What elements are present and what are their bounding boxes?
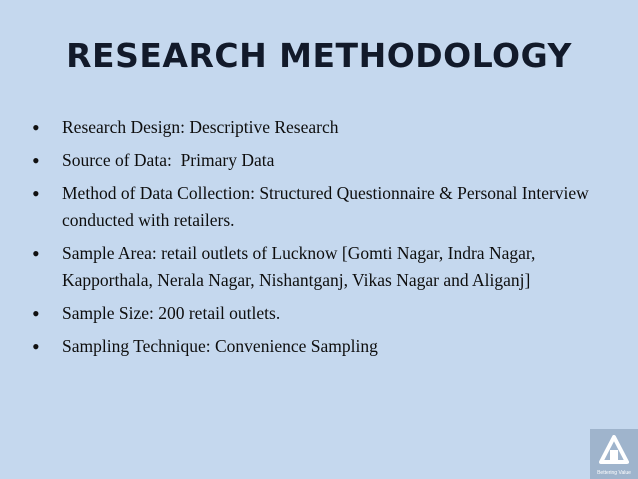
- bullet-text: Sample Area: retail outlets of Lucknow [Gomti Nagar, Indra Nagar, Kapporthala, Nerala Nagar, Nishantganj, Vikas Nagar and Aliganj]: [62, 243, 536, 290]
- list-item: [26, 147, 611, 174]
- slide-title: RESEARCH METHODOLOGY: [66, 36, 572, 75]
- logo: [590, 429, 638, 479]
- bullet-text: Sample Size: 200 retail outlets.: [62, 303, 281, 323]
- list-item: [26, 180, 611, 234]
- bullet-text: Source of Data: Primary Data: [62, 150, 275, 170]
- bullet-icon: •: [32, 241, 40, 266]
- bullet-icon: •: [32, 115, 40, 140]
- list-item: [26, 300, 611, 327]
- bullet-text: Sampling Technique: Convenience Sampling: [62, 336, 378, 356]
- list-item: [26, 240, 611, 294]
- bullet-icon: •: [32, 148, 40, 173]
- bullet-text: Research Design: Descriptive Research: [62, 117, 339, 137]
- bullet-text: Method of Data Collection: Structured Questionnaire & Personal Interview conducted with retailers.: [62, 183, 589, 230]
- bullet-icon: •: [32, 334, 40, 359]
- triangle-logo-icon: [599, 435, 629, 465]
- bullet-icon: •: [32, 181, 40, 206]
- list-item: [26, 333, 611, 360]
- logo-caption: Bettering Value: [597, 470, 631, 476]
- bullet-icon: •: [32, 301, 40, 326]
- list-item: [26, 114, 611, 141]
- bullet-list: [26, 114, 611, 366]
